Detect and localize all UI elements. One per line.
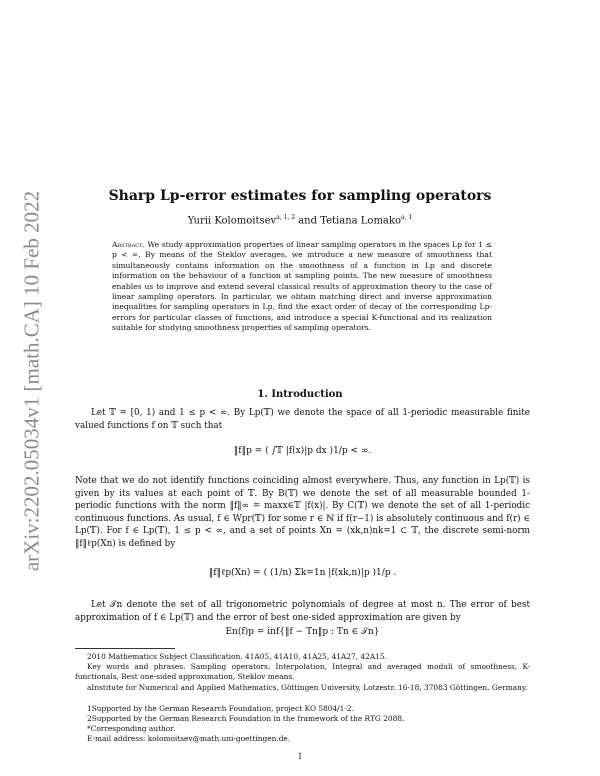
author-1-affil: a, 1, 2 — [276, 214, 296, 221]
author-2-affil: a, 1 — [400, 214, 413, 221]
footnote-affiliation: aInstitute for Numerical and Applied Mathematics, Göttingen University, Lotzestr. 16-18, 37083 Göttingen, Germany. — [87, 683, 528, 692]
section-number: 1. — [257, 389, 268, 400]
equation-best-approximation: En(f)p = inf{‖f − Tn‖p : Tn ∈ 𝒯n} — [225, 627, 380, 637]
abstract-label: Abstract. — [112, 240, 145, 249]
abstract-text: We study approximation properties of linear sampling operators in the spaces Lp for 1 ≤ p < ∞. By means of the Steklov averages, we introduce a new measure of smoothness that simultaneously contains information on the smoothness of a function in Lp and discrete information on the behaviour of a function at sampling points. The new measure of smoothness enables us to improve and extend several classical results of approximation theory to the case of linear sampling operators. In particular, we obtain matching direct and inverse approximation inequalities for sampling operators in Lp, find the exact order of decay of the corresponding Lp-errors for particular classes of functions, and introduce a special K-functional and its realization suitable for studying smoothness properties of sampling operators. — [112, 240, 492, 333]
footnote-keywords: Key words and phrases. Sampling operators, Interpolation, Integral and averaged moduli of smoothness, K-functionals, Best one-sided approximation, Steklov means. — [75, 662, 530, 682]
footnote-msc: 2010 Mathematics Subject Classification. 41A05, 41A10, 41A25, 41A27, 42A15. — [87, 652, 387, 661]
paper-title: Sharp Lp-error estimates for sampling operators — [108, 188, 492, 204]
author-line — [0, 214, 600, 226]
paragraph-3: Let 𝒯n denote the set of all trigonometric polynomials of degree at most n. The error of best approximation of f ∈ Lp(𝕋) and the error of best one-sided approximation are given by — [75, 600, 530, 623]
equation-norm: ‖f‖p = ( ∫𝕋 |f(x)|p dx )1/p < ∞. — [233, 446, 372, 456]
abstract — [112, 240, 492, 334]
section-title: Introduction — [271, 389, 343, 400]
footnote-email: E-mail address: kolomoitsev@math.uni-goettingen.de. — [87, 734, 291, 743]
footnote-2: 2Supported by the German Research Foundation in the framework of the RTG 2088. — [87, 714, 405, 723]
section-heading — [0, 389, 600, 400]
footnote-1: 1Supported by the German Research Foundation, project KO 5804/1-2. — [87, 704, 354, 713]
paragraph-2: Note that we do not identify functions coinciding almost everywhere. Thus, any function in Lp(𝕋) is given by its values at each point of 𝕋. By B(𝕋) we denote the set of all measurable bounded 1-periodic functions with the norm ‖f‖∞ = maxx∈𝕋 |f(x)|. By C(𝕋) we denote the set of all 1-periodic continuous functions. As usual, f ∈ Wpr(𝕋) for some r ∈ ℕ if f(r−1) is absolutely continuous and f(r) ∈ Lp(𝕋). For f ∈ Lp(𝕋), 1 ≤ p < ∞, and a set of points Xn = (xk,n)nk=1 ⊂ 𝕋, the discrete semi-norm ‖f‖ℓp(Xn) is defined by — [75, 476, 530, 549]
equation-discrete-seminorm: ‖f‖ℓp(Xn) = ( (1/n) Σk=1n |f(xk,n)|p )1/p . — [208, 568, 397, 578]
author-1: Yurii Kolomoitsev — [187, 215, 277, 227]
author-2: Tetiana Lomako — [320, 215, 401, 227]
page-number: 1 — [297, 752, 303, 761]
footnote-corresponding: *Corresponding author. — [87, 724, 176, 733]
arxiv-stamp-text: arXiv:2202.05034v1 [math.CA] 10 Feb 2022 — [19, 190, 44, 572]
paragraph-1: Let 𝕋 = [0, 1) and 1 ≤ p < ∞. By Lp(𝕋) we denote the space of all 1-periodic measurable finite valued functions f on 𝕋 such that — [75, 408, 530, 431]
arxiv-stamp — [14, 176, 50, 586]
author-conjunction: and — [298, 215, 318, 227]
footnote-rule — [75, 648, 175, 649]
